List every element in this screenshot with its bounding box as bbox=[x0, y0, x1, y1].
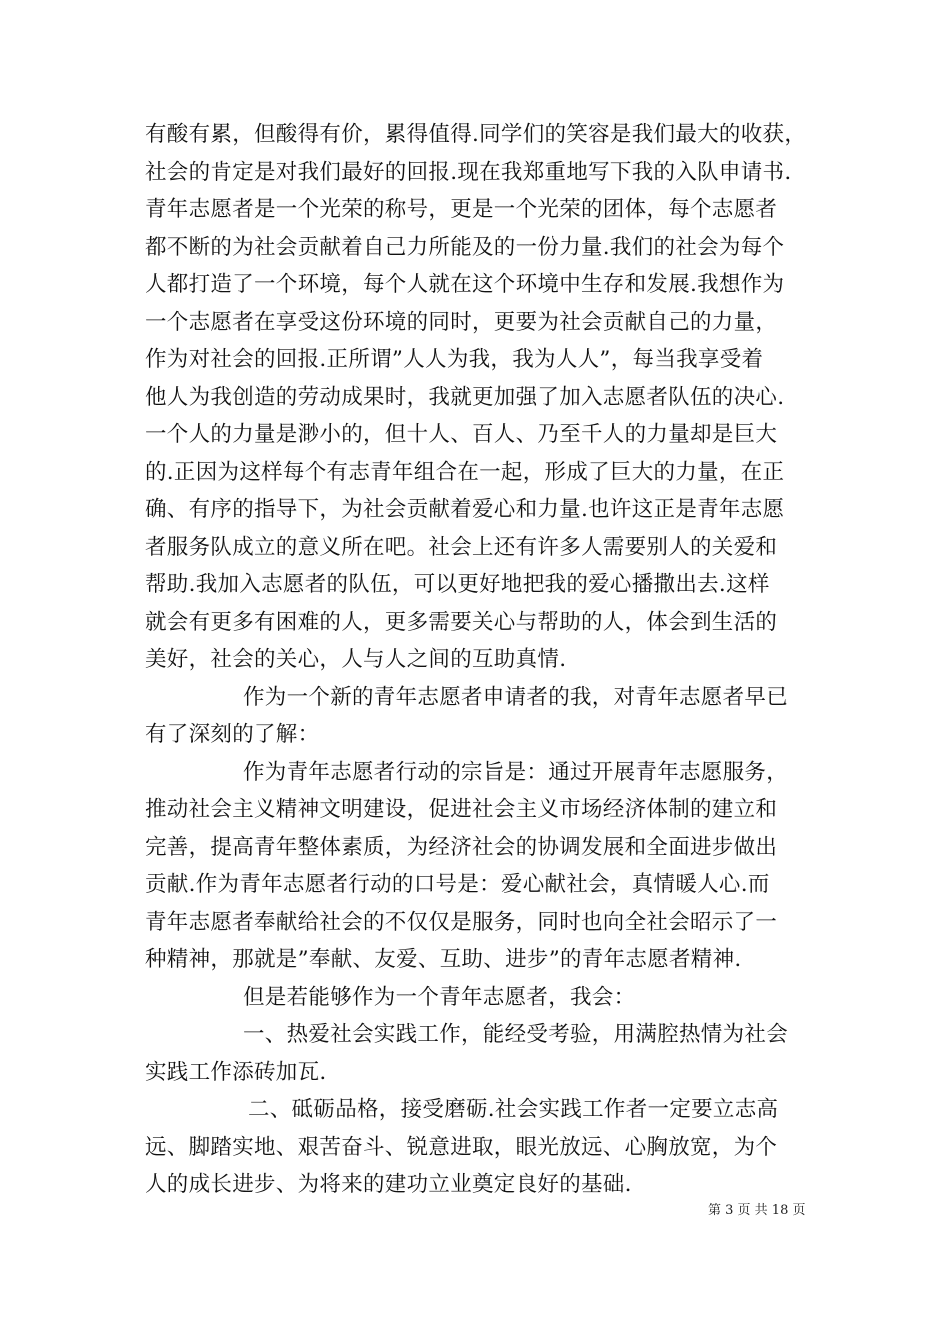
text-line: 推动社会主义精神文明建设，促进社会主义市场经济体制的建立和 bbox=[145, 797, 778, 822]
text-line: 人都打造了一个环境，每个人就在这个环境中生存和发展.我想作为 bbox=[145, 272, 785, 297]
text-line: 人的成长进步、为将来的建功立业奠定良好的基础. bbox=[145, 1172, 632, 1197]
text-line: 实践工作添砖加瓦. bbox=[145, 1059, 327, 1085]
text-line: 青年志愿者是一个光荣的称号，更是一个光荣的团体，每个志愿者 bbox=[145, 197, 778, 222]
list-item-first-line: 二、砥砺品格，接受磨砺.社会实践工作者一定要立志高 bbox=[248, 1097, 779, 1122]
text-line: 的.正因为这样每个有志青年组合在一起，形成了巨大的力量，在正 bbox=[145, 459, 785, 485]
text-line: 一个人的力量是渺小的，但十人、百人、乃至千人的力量却是巨大 bbox=[145, 422, 778, 447]
text-line: 就会有更多有困难的人，更多需要关心与帮助的人，体会到生活的 bbox=[145, 609, 778, 635]
text-line: 青年志愿者奉献给社会的不仅仅是服务，同时也向全社会昭示了一 bbox=[145, 909, 778, 935]
text-line: 美好，社会的关心，人与人之间的互助真情. bbox=[145, 647, 567, 672]
page-number-footer: 第 3 页 共 18 页 bbox=[708, 1203, 806, 1218]
text-line: 帮助.我加入志愿者的队伍，可以更好地把我的爱心播撒出去.这样 bbox=[145, 572, 770, 597]
text-line: 者服务队成立的意义所在吧。社会上还有许多人需要别人的关爱和 bbox=[145, 534, 778, 560]
list-item-first-line: 一、热爱社会实践工作，能经受考验，用满腔热情为社会 bbox=[243, 1022, 789, 1047]
paragraph-first-line: 作为青年志愿者行动的宗旨是：通过开展青年志愿服务， bbox=[243, 759, 789, 785]
text-line: 他人为我创造的劳动成果时，我就更加强了加入志愿者队伍的决心. bbox=[145, 384, 785, 410]
text-line: 远、脚踏实地、艰苦奋斗、锐意进取，眼光放远、心胸放宽，为个 bbox=[145, 1134, 778, 1160]
body-text bbox=[145, 116, 817, 1204]
paragraph-first-line: 作为一个新的青年志愿者申请者的我，对青年志愿者早已 bbox=[243, 684, 789, 710]
text-line: 有了深刻的了解： bbox=[145, 722, 320, 747]
text-line: 确、有序的指导下，为社会贡献着爱心和力量.也许这正是青年志愿 bbox=[145, 497, 785, 522]
paragraph-first-line: 但是若能够作为一个青年志愿者，我会： bbox=[243, 984, 636, 1010]
text-line: 完善，提高青年整体素质，为经济社会的协调发展和全面进步做出 bbox=[145, 834, 778, 860]
text-line: 有酸有累，但酸得有价，累得值得.同学们的笑容是我们最大的收获， bbox=[145, 122, 807, 147]
text-line: 贡献.作为青年志愿者行动的口号是：爱心献社会，真情暖人心.而 bbox=[145, 872, 770, 897]
text-line: 种精神，那就是”奉献、友爱、互助、进步”的青年志愿者精神. bbox=[145, 947, 742, 972]
text-line: 作为对社会的回报.正所谓”人人为我，我为人人”，每当我享受着 bbox=[145, 347, 764, 372]
text-line: 都不断的为社会贡献着自己力所能及的一份力量.我们的社会为每个 bbox=[145, 234, 785, 260]
text-line: 社会的肯定是对我们最好的回报.现在我郑重地写下我的入队申请书. bbox=[145, 159, 792, 185]
text-line: 一个志愿者在享受这份环境的同时，更要为社会贡献自己的力量， bbox=[145, 309, 778, 335]
